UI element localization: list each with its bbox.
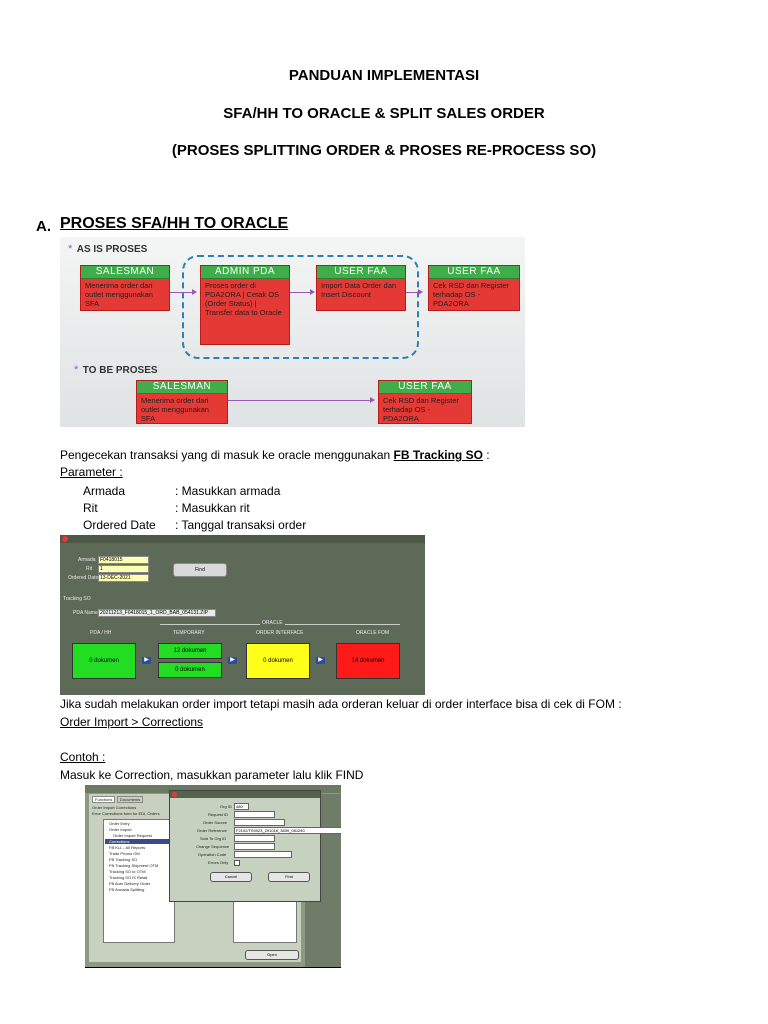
as-is-box-admin-pda [200,265,290,345]
star-icon: * [74,364,79,376]
find-order-dialog [169,790,321,902]
menu-item[interactable]: Order Import Request [113,833,152,838]
box-text: Menerima order dari outlet menggunakan SFA [85,281,153,308]
param-desc: : Tanggal transaksi order [175,518,307,532]
menu-item[interactable]: Tracking SO to OTM [109,869,146,874]
col-pda-hh: PDA / HH [90,630,112,636]
tab-functions[interactable]: Functions [92,796,115,803]
order-interface-count-box: 0 dokumen [246,643,310,679]
ordered-date-field[interactable]: 13-DEC-2021 [98,574,149,582]
arrow-line [290,292,312,293]
dlg-label: Errors Only [208,860,229,865]
col-temporary: TEMPORARY [173,630,205,636]
order-reference-field[interactable]: F2102/TS0023_291016_3839_081240 [234,827,341,834]
org-id-field[interactable]: 480 [234,803,249,810]
menu-item[interactable]: Order Entry [109,821,130,826]
order-source-field[interactable] [234,819,285,826]
param-name: Armada [83,484,126,498]
menu-item[interactable]: FB Armada Splitting [109,887,145,892]
col-order-interface: ORDER INTERFACE [256,630,304,636]
param-name: Rit [83,501,98,515]
find-button[interactable]: Find [268,872,310,882]
contoh-label: Contoh : [60,750,106,764]
arrow-right-icon [310,289,315,295]
to-be-box-salesman [136,380,228,424]
tracking-so-screenshot [60,535,425,695]
dlg-label: Operation Code [198,852,227,857]
box-header: ADMIN PDA [201,266,289,279]
armada-field[interactable]: F0418015 [98,556,149,564]
tab-documents[interactable]: Documents [117,796,143,803]
doc-title-line1: PANDUAN IMPLEMENTASI [288,67,480,84]
oracle-logo-icon [172,792,177,797]
pda-name-label: PDA Name [73,610,98,616]
fb-tracking-so-link: FB Tracking SO [393,448,483,462]
dlg-label: Org ID [220,804,232,809]
menu-top-item: Error Corrections form for EDI, Orders [92,811,160,816]
arrow-right-icon [370,397,375,403]
menu-path: Order Import > Corrections [60,715,204,729]
change-sequence-field[interactable] [234,843,275,850]
doc-title-line2: SFA/HH TO ORACLE & SPLIT SALES ORDER [223,105,545,122]
as-is-label: AS IS PROSES [76,244,148,255]
open-button[interactable]: Open [245,950,299,960]
as-is-box-user-faa [316,265,406,311]
menu-item[interactable]: FB Tracking SO [109,857,138,862]
request-id-field[interactable] [234,811,275,818]
arrow-line [228,400,372,401]
dialog-titlebar [170,791,320,798]
temporary-count-box: 12 dokumen [158,643,222,659]
process-diagram [60,237,525,427]
dlg-label: Order Source [203,820,228,825]
contoh-text: Masuk ke Correction, masukkan parameter lalu klik FIND [60,768,364,782]
paragraph-tracking [60,448,490,462]
section-letter: A. [36,218,51,235]
star-icon: * [68,243,73,255]
tracking-section-label: Tracking SO [63,596,91,602]
box-text: Cek RSD dan Register terhadap OS - PDA2ORA [433,281,509,308]
rit-field[interactable]: 1 [98,565,149,573]
box-header: USER FAA [317,266,405,279]
dlg-label: Sold To Org ID [200,836,227,841]
field-label: Ordered Date [68,575,99,581]
menu-item[interactable]: Order Import [109,827,132,832]
param-desc: : Masukkan rit [175,501,250,515]
doc-title-line3: (PROSES SPLITTING ORDER & PROSES RE-PROCESS SO) [171,142,597,159]
box-header: SALESMAN [137,381,227,394]
paragraph-suffix: : [482,448,490,462]
as-is-box-salesman [80,265,170,311]
find-button[interactable]: Find [173,563,227,577]
menu-item[interactable]: FB Auto Delivery Order [109,881,151,886]
param-desc: : Masukkan armada [175,484,281,498]
oracle-logo-icon [62,536,68,542]
dlg-label: Request ID [208,812,229,817]
screenshot-underline [85,967,341,968]
box-header: SALESMAN [81,266,169,279]
temporary-count-box: 0 dokumen [158,662,222,678]
sold-to-org-field[interactable] [234,835,275,842]
field-label: Armada [78,557,96,563]
arrow-right-icon: ▶ [228,657,237,664]
as-is-box-user-faa-2 [428,265,520,311]
menu-item[interactable]: FB Tracking Shipment OTM [109,863,159,868]
box-header: USER FAA [429,266,519,279]
to-be-box-user-faa [378,380,472,424]
section-heading: PROSES SFA/HH TO ORACLE [60,215,289,232]
arrow-right-icon [192,289,197,295]
param-name: Ordered Date [83,518,156,532]
operation-code-field[interactable] [234,851,292,858]
col-oracle-fom: ORACLE FOM [356,630,390,636]
fom-corrections-screenshot [85,785,341,967]
arrow-right-icon: ▶ [142,657,151,664]
to-be-label: TO BE PROSES [82,365,158,376]
menu-item[interactable]: Tracking SO IS Retail [109,875,148,880]
window-titlebar [60,535,425,543]
menu-top-item: Order Import Corrections [92,805,137,810]
oracle-fom-count-box: 14 dokumen [336,643,400,679]
errors-only-checkbox[interactable] [234,860,240,866]
arrow-line [170,292,194,293]
menu-item[interactable]: Trade Promo OM [109,851,140,856]
parameter-label: Parameter : [60,465,123,479]
dlg-label: Change Sequence [196,844,230,849]
cancel-button[interactable]: Cancel [210,872,252,882]
box-header: USER FAA [379,381,471,394]
menu-item[interactable]: FB KLL - All Reports [109,845,146,850]
oracle-label: ORACLE [262,620,283,626]
paragraph-text: Pengecekan transaksi yang di masuk ke oracle menggunakan [60,448,394,462]
box-text: Cek RSD dan Register terhadap OS - PDA2ORA [383,396,459,423]
box-text: Proses order di PDA2ORA | Cetak OS (Order Status) | Transfer data to Oracle [205,281,282,317]
field-label: Rit [86,566,93,572]
box-text: Menerima order dari outlet menggunakan SFA [141,396,209,423]
dlg-label: Order Reference [197,828,227,833]
pda-name-field[interactable]: 20211213_F0418015_1_ORD_BAB_054131.ZIP [98,609,216,617]
pda-count-box: 0 dokumen [72,643,136,679]
arrow-right-icon [418,289,423,295]
menu-item-corrections[interactable]: Corrections [105,839,173,844]
paragraph-order-import: Jika sudah melakukan order import tetapi masih ada orderan keluar di order interface bisa di cek di FOM : [60,697,622,711]
arrow-right-icon: ▶ [316,657,325,664]
box-text: Import Data Order dan Insert Discount [321,281,397,299]
